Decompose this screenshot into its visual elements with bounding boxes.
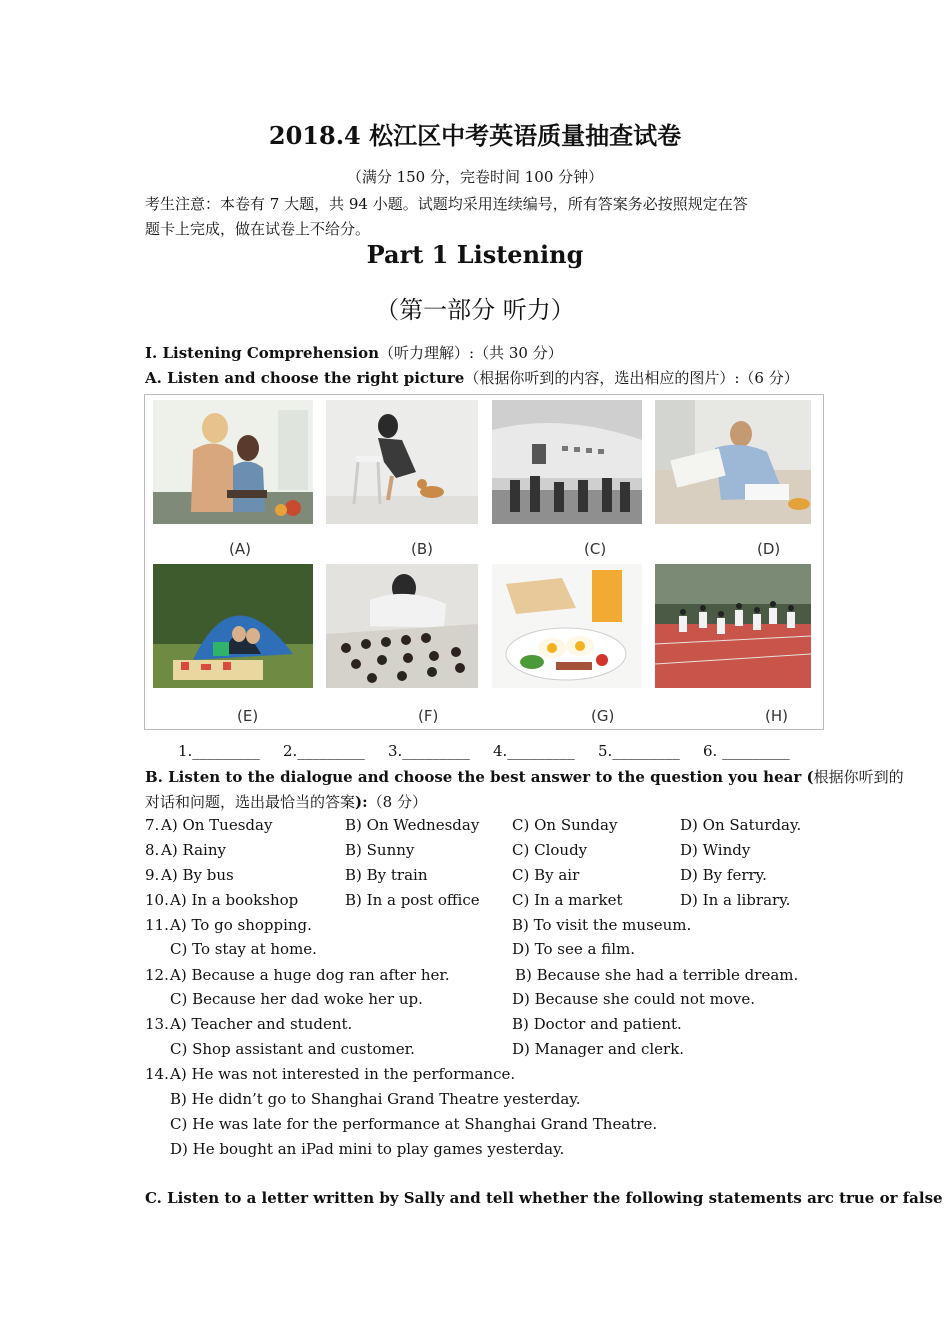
picture-label-f: (F) [418, 707, 439, 725]
option-d: D) On Saturday. [680, 816, 802, 834]
notice-line-2: 题卡上完成，做在试卷上不给分。 [145, 220, 371, 238]
question-number: 13. [145, 1015, 169, 1033]
exam-title: 2018.4 松江区中考英语质量抽查试卷 [268, 121, 682, 150]
question-number: 8. [145, 841, 160, 859]
option-b: B) By train [345, 866, 428, 884]
part-subtitle: （第一部分 听力） [375, 296, 575, 324]
option-d: D) Windy [680, 841, 751, 859]
option-c: C) Cloudy [512, 841, 588, 859]
option-b: B) Doctor and patient. [512, 1015, 682, 1033]
option-d: D) Manager and clerk. [512, 1040, 685, 1058]
option-b: B) He didn’t go to Shanghai Grand Theatre yesterday. [170, 1090, 581, 1108]
question-number: 12. [145, 966, 169, 984]
camping-tent-photo [153, 564, 313, 688]
airplane-passengers-photo [492, 400, 642, 524]
answer-blank-4[interactable]: 4._________ [493, 742, 575, 760]
option-c: C) To stay at home. [170, 940, 317, 958]
section-i-rest: （听力理解）:（共 30 分） [379, 344, 563, 362]
breakfast-plate-photo [492, 564, 642, 688]
woman-dog-photo [326, 400, 478, 524]
picture-label-e: (E) [237, 707, 259, 725]
option-b: B) To visit the museum. [512, 916, 692, 934]
option-c: C) Shop assistant and customer. [170, 1040, 415, 1058]
question-number: 9. [145, 866, 160, 884]
option-d: D) Because she could not move. [512, 990, 756, 1008]
option-d: D) By ferry. [680, 866, 767, 884]
option-d: D) In a library. [680, 891, 791, 909]
option-a: A) In a bookshop [170, 891, 299, 909]
option-b: B) In a post office [345, 891, 480, 909]
answer-blank-6[interactable]: 6. _________ [703, 742, 790, 760]
playing-checkers-photo [326, 564, 478, 688]
question-number: 10. [145, 891, 169, 909]
answer-blank-1[interactable]: 1._________ [178, 742, 260, 760]
picture-label-d: (D) [757, 540, 781, 558]
option-a: A) To go shopping. [170, 916, 312, 934]
question-number: 14. [145, 1065, 169, 1083]
picture-label-c: (C) [584, 540, 607, 558]
option-a: A) By bus [161, 866, 234, 884]
option-b: B) Sunny [345, 841, 415, 859]
answer-blanks [178, 742, 808, 760]
option-b: B) On Wednesday [345, 816, 480, 834]
answer-blank-2[interactable]: 2._________ [283, 742, 365, 760]
section-a-label: A. Listen and choose the right picture [145, 369, 465, 387]
option-a: A) He was not interested in the performance. [170, 1065, 516, 1083]
section-i-heading [145, 342, 563, 363]
section-a-heading [145, 367, 799, 388]
kitchen-women-photo [153, 400, 313, 524]
section-b-label: B. Listen to the dialogue and choose the best answer to the question you hear ( [145, 768, 814, 786]
exam-subtitle: （满分 150 分，完卷时间 100 分钟） [346, 168, 604, 186]
question-number: 11. [145, 916, 169, 934]
option-d: D) He bought an iPad mini to play games yesterday. [170, 1140, 565, 1158]
picture-grid [144, 394, 824, 730]
question-number: 7. [145, 816, 160, 834]
picture-label-a: (A) [229, 540, 251, 558]
option-a: A) Teacher and student. [170, 1015, 353, 1033]
answer-blank-3[interactable]: 3._________ [388, 742, 470, 760]
picture-label-g: (G) [591, 707, 615, 725]
option-a: A) Because a huge dog ran after her. [170, 966, 450, 984]
part-title: Part 1 Listening [366, 240, 584, 269]
exam-notice [145, 192, 815, 242]
section-b-line2-bold: ): [355, 793, 368, 811]
option-d: D) To see a film. [512, 940, 636, 958]
man-reading-newspaper-photo [655, 400, 811, 524]
section-i-label: I. Listening Comprehension [145, 344, 380, 362]
option-c: C) On Sunday [512, 816, 618, 834]
section-b-line2-rest: （8 分） [367, 793, 427, 811]
option-b: B) Because she had a terrible dream. [515, 966, 799, 984]
option-a: A) Rainy [161, 841, 226, 859]
section-b-heading-line-2 [145, 791, 427, 812]
picture-label-b: (B) [411, 540, 433, 558]
section-c-heading: C. Listen to a letter written by Sally and tell whether the following statements arc true or false [145, 1189, 943, 1207]
section-b-line2: 对话和问题，选出最恰当的答案 [145, 793, 356, 811]
option-a: A) On Tuesday [161, 816, 273, 834]
students-running-track-photo [655, 564, 811, 688]
picture-label-h: (H) [765, 707, 788, 725]
option-c: C) Because her dad woke her up. [170, 990, 423, 1008]
notice-line-1: 考生注意：本卷有 7 大题，共 94 小题。试题均采用连续编号，所有答案务必按照规定在答 [145, 195, 748, 213]
section-b-rest: 根据你听到的 [813, 768, 904, 786]
option-c: C) In a market [512, 891, 623, 909]
option-c: C) By air [512, 866, 580, 884]
section-a-rest: （根据你听到的内容，选出相应的图片）:（6 分） [464, 369, 799, 387]
option-c: C) He was late for the performance at Shanghai Grand Theatre. [170, 1115, 658, 1133]
answer-blank-5[interactable]: 5._________ [598, 742, 680, 760]
section-b-heading-line-1 [145, 766, 904, 787]
